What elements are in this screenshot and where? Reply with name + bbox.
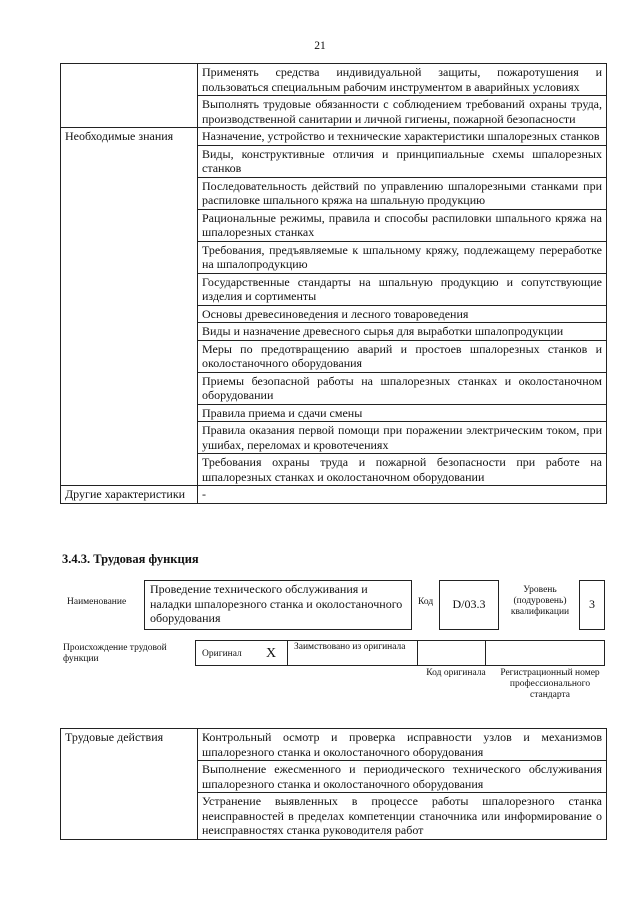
qualification-level-box: 3 — [579, 580, 605, 630]
original-label: Оригинал — [202, 649, 242, 659]
code-original-label: Код оригинала — [426, 668, 486, 678]
knowledge-skills-table — [60, 63, 607, 504]
knowledge-cell: Виды и назначение древесного сырья для выработки шпалопродукции — [198, 323, 607, 341]
knowledge-cell: Назначение, устройство и технические характеристики шпалорезных станков — [198, 128, 607, 146]
empty-label-cell — [61, 64, 198, 128]
other-characteristics-label: Другие характеристики — [61, 486, 198, 504]
origin-original-cell — [196, 641, 288, 665]
reg-number-label: Регистрационный номер профессионального стандарта — [500, 668, 600, 700]
knowledge-cell: Государственные стандарты на шпальную продукцию и сопутствующие изделия и сортименты — [198, 273, 607, 305]
qualification-level-label: Уровень (подуровень) квалификации — [510, 585, 570, 617]
table-row — [61, 729, 607, 761]
name-label: Наименование — [67, 597, 127, 607]
original-mark: X — [266, 646, 277, 661]
knowledge-cell: Виды, конструктивные отличия и принципиальные схемы шпалорезных станков — [198, 145, 607, 177]
knowledge-cell: Правила оказания первой помощи при поражении электрическим током, при ушибах, переломах и кровотечениях — [198, 422, 607, 454]
labor-actions-label: Трудовые действия — [61, 729, 198, 840]
origin-reg-number-cell — [486, 641, 604, 665]
knowledge-cell: Меры по предотвращению аварий и простоев шпалорезных станков и околостаночного оборудования — [198, 340, 607, 372]
table-row — [61, 486, 607, 504]
action-cell: Контрольный осмотр и проверка исправности узлов и механизмов шпалорезного станка и околостаночного оборудования — [198, 729, 607, 761]
knowledge-cell: Рациональные режимы, правила и способы распиловки шпального кряжа на шпалорезных станках — [198, 209, 607, 241]
borrowed-label: Заимствовано из оригинала — [294, 642, 406, 652]
code-label: Код — [418, 597, 434, 607]
labor-actions-table — [60, 728, 607, 840]
knowledge-label: Необходимые знания — [61, 128, 198, 486]
function-code-box: D/03.3 — [439, 580, 499, 630]
knowledge-cell: Основы древесиноведения и лесного товароведения — [198, 305, 607, 323]
knowledge-cell: Правила приема и сдачи смены — [198, 404, 607, 422]
action-cell: Устранение выявленных в процессе работы шпалорезного станка неисправностей в пределах компетенции станочника или информирование о неисправностях станка руководителя работ — [198, 793, 607, 840]
other-characteristics-value: - — [198, 486, 607, 504]
knowledge-cell: Последовательность действий по управлению шпалорезными станками при распиловке шпального кряжа на шпальную продукцию — [198, 177, 607, 209]
knowledge-cell: Требования охраны труда и пожарной безопасности при работе на шпалорезных станках и околостаночном оборудовании — [198, 454, 607, 486]
skill-cell: Применять средства индивидуальной защиты, пожаротушения и пользоваться специальным рабочим инструментом в аварийных условиях — [198, 64, 607, 96]
table-row — [61, 64, 607, 96]
function-name-box: Проведение технического обслуживания и наладки шпалорезного станка и околостаночного оборудования — [144, 580, 412, 630]
section-heading: 3.4.3. Трудовая функция — [62, 552, 199, 566]
origin-borrowed-cell — [288, 641, 418, 665]
table-row — [61, 128, 607, 146]
page-number: 21 — [314, 40, 326, 52]
knowledge-cell: Приемы безопасной работы на шпалорезных станках и околостаночном оборудовании — [198, 372, 607, 404]
origin-label: Происхождение трудовой функции — [63, 643, 167, 664]
skill-cell: Выполнять трудовые обязанности с соблюдением требований охраны труда, производственной санитарии и личной гигиены, пожарной безопасности — [198, 96, 607, 128]
action-cell: Выполнение ежесменного и периодического технического обслуживания шпалорезного станка и околостаночного оборудования — [198, 761, 607, 793]
origin-code-cell — [418, 641, 486, 665]
origin-box — [195, 640, 605, 666]
knowledge-cell: Требования, предъявляемые к шпальному кряжу, подлежащему переработке на шпалопродукцию — [198, 241, 607, 273]
